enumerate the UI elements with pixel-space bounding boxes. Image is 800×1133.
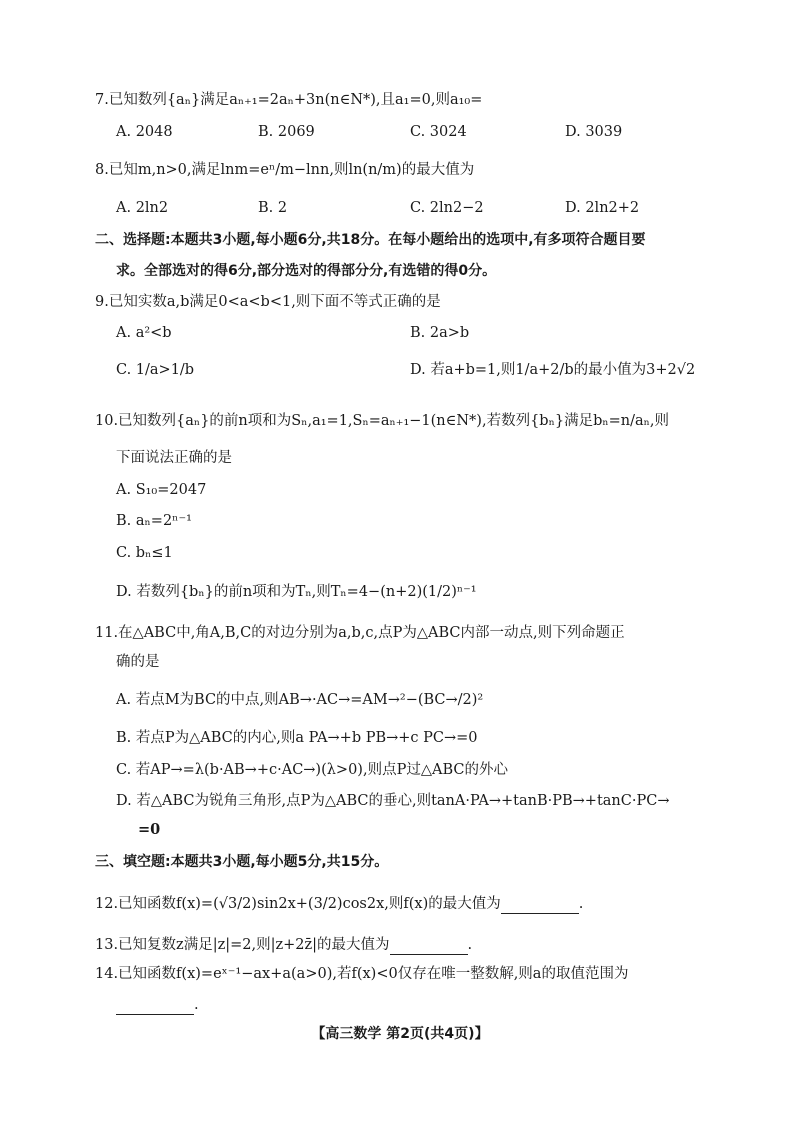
- answer-blank-12[interactable]: [501, 897, 579, 914]
- question-8-option-d: D. 2ln2+2: [565, 200, 640, 216]
- question-7-option-b: B. 2069: [258, 124, 315, 140]
- question-13: [95, 935, 472, 955]
- question-12-end: .: [578, 896, 584, 912]
- question-7-option-c: C. 3024: [410, 124, 467, 140]
- question-13-end: .: [467, 937, 473, 953]
- question-9-stem: 9.已知实数a,b满足0<a<b<1,则下面不等式正确的是: [95, 294, 441, 310]
- question-10-option-a: A. S₁₀=2047: [116, 482, 207, 498]
- question-7-option-a: A. 2048: [116, 124, 173, 140]
- question-10-option-d: D. 若数列{bₙ}的前n项和为Tₙ,则Tₙ=4−(n+2)(1/2)ⁿ⁻¹: [116, 584, 477, 600]
- question-8-option-a: A. 2ln2: [116, 200, 169, 216]
- question-11-option-b: B. 若点P为△ABC的内心,则a PA→+b PB→+c PC→=0: [116, 730, 478, 746]
- question-8-option-b: B. 2: [258, 200, 288, 216]
- question-11-option-d: D. 若△ABC为锐角三角形,点P为△ABC的垂心,则tanA·PA→+tanB·PB→+tanC·PC→: [116, 793, 670, 809]
- question-11-option-a: A. 若点M为BC的中点,则AB→·AC→=AM→²−(BC→/2)²: [116, 692, 484, 708]
- section-2-heading-cont: 求。全部选对的得6分,部分选对的得部分分,有选错的得0分。: [116, 263, 497, 279]
- question-9-option-d: D. 若a+b=1,则1/a+2/b的最小值为3+2√2: [410, 362, 696, 378]
- question-9-option-b: B. 2a>b: [410, 325, 470, 341]
- question-11-stem: 11.在△ABC中,角A,B,C的对边分别为a,b,c,点P为△ABC内部一动点,则下列命题正: [95, 625, 625, 641]
- question-9-option-c: C. 1/a>1/b: [116, 362, 195, 378]
- question-10-option-b: B. aₙ=2ⁿ⁻¹: [116, 513, 192, 529]
- question-12: [95, 894, 583, 914]
- question-10-stem-cont: 下面说法正确的是: [116, 450, 232, 466]
- question-7-stem: 7.已知数列{aₙ}满足aₙ₊₁=2aₙ+3n(n∈N*),且a₁=0,则a₁₀=: [95, 92, 483, 108]
- question-8-stem: 8.已知m,n>0,满足lnm=eⁿ/m−lnn,则ln(n/m)的最大值为: [95, 162, 475, 178]
- answer-blank-13[interactable]: [390, 938, 468, 955]
- answer-blank-14[interactable]: [116, 998, 194, 1015]
- question-11-stem-cont: 确的是: [116, 654, 160, 670]
- question-8-option-c: C. 2ln2−2: [410, 200, 484, 216]
- question-10-stem: 10.已知数列{aₙ}的前n项和为Sₙ,a₁=1,Sₙ=aₙ₊₁−1(n∈N*),若数列{bₙ}满足bₙ=n/aₙ,则: [95, 413, 670, 429]
- section-3-heading: 三、填空题:本题共3小题,每小题5分,共15分。: [95, 854, 389, 870]
- question-12-text: 12.已知函数f(x)=(√3/2)sin2x+(3/2)cos2x,则f(x)的最大值为: [95, 896, 501, 912]
- section-2-heading: 二、选择题:本题共3小题,每小题6分,共18分。在每小题给出的选项中,有多项符合题目要: [95, 232, 646, 248]
- page-footer: 【高三数学 第2页(共4页)】: [311, 1026, 489, 1042]
- question-13-text: 13.已知复数z满足|z|=2,则|z+2z̄|的最大值为: [95, 937, 390, 953]
- question-9-option-a: A. a²<b: [116, 325, 172, 341]
- question-10-option-c: C. bₙ≤1: [116, 545, 173, 561]
- question-7-option-d: D. 3039: [565, 124, 623, 140]
- question-14-end: .: [194, 997, 199, 1013]
- question-11-option-c: C. 若AP→=λ(b·AB→+c·AC→)(λ>0),则点P过△ABC的外心: [116, 762, 508, 778]
- question-11-option-d-cont: =0: [138, 821, 161, 838]
- question-14-text: 14.已知函数f(x)=eˣ⁻¹−ax+a(a>0),若f(x)<0仅存在唯一整数解,则a的取值范围为: [95, 966, 629, 982]
